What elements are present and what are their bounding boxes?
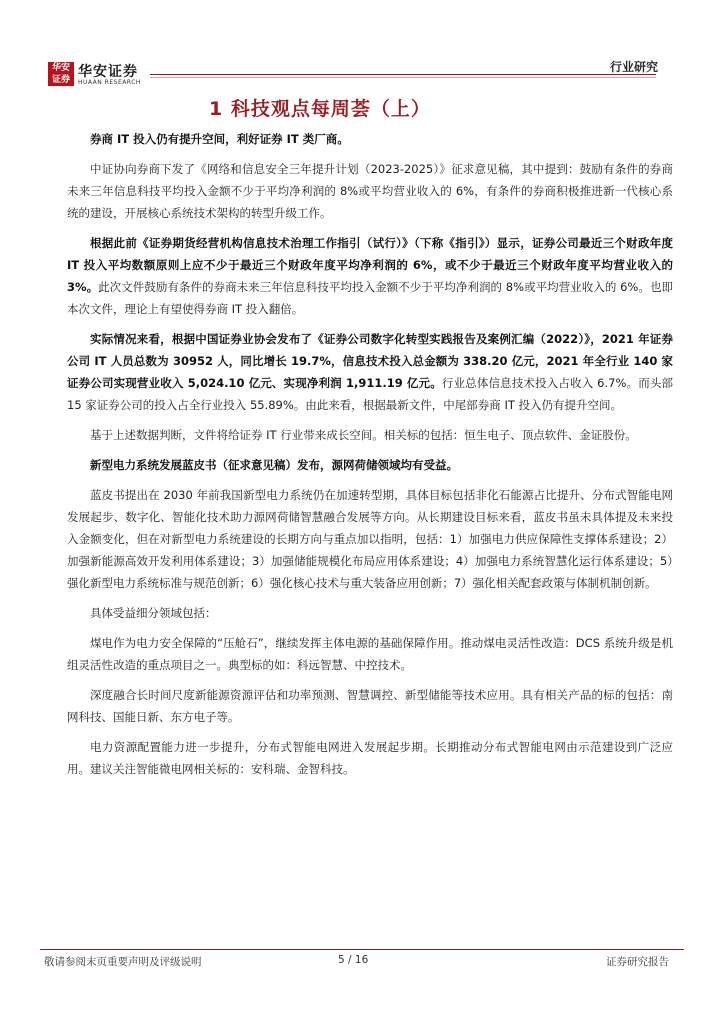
heading-broker-it: 券商 IT 投入仍有提升空间，利好证券 IT 类厂商。: [90, 132, 349, 146]
paragraph: 具体受益细分领域包括：: [90, 606, 217, 620]
paragraph-text: 此次文件鼓励有条件的券商未来三年信息科技平均投入金额不少于平均净利润的 8%或平均营业收入的 6%。也即本次文件，理论上有望使得券商 IT 投入翻倍。: [67, 280, 673, 316]
company-logo-icon: [48, 62, 74, 86]
paragraph: 煤电作为电力安全保障的“压舱石”，继续发挥主体电源的基础保障作用。推动煤电灵活性改造：DCS 系统升级是机组灵活性改造的重点项目之一。典型标的如：科远智慧、中控技术。: [67, 636, 673, 672]
paragraph: [67, 328, 673, 416]
brand-en: HUAAN RESEARCH: [78, 79, 141, 86]
paragraph: 电力资源配置能力进一步提升，分布式智能电网进入发展起步期。长期推动分布式智能电网由示范建设到广泛应用。建议关注智能微电网相关标的：安科瑞、金智科技。: [67, 740, 673, 776]
header-divider-secondary: [150, 77, 656, 78]
article-body: [67, 128, 673, 788]
paragraph: [67, 232, 673, 320]
paragraph: 深度融合长时间尺度新能源资源评估和功率预测、智慧调控、新型储能等技术应用。具有相关产品的标的包括：南网科技、国能日新、东方电子等。: [67, 688, 673, 724]
page-header: [0, 0, 724, 96]
section-label: 行业研究: [609, 60, 658, 74]
paragraph: 中证协向券商下发了《网络和信息安全三年提升计划（2023-2025）》征求意见稿，其中提到：鼓励有条件的券商未来三年信息科技平均投入金额不少于平均净利润的 8%或平均营业收入的 6%，有条件的券商积极推进新一代核心系统的建设，开展核心系统技术架构的转型升级工作。: [67, 162, 673, 220]
page-number: 5 / 16: [338, 954, 369, 966]
paragraph-bold: 根据此前《证券期货经营机构信息技术治理工作指引（试行）》（下称《指引》）显示，证券公司最近三个财政年度 IT 投入平均数额原则上应不少于最近三个财政年度平均净利润的 6%，或不少于最近三个财政年度平均营业收入的 3%。: [67, 236, 673, 294]
footer-report-type: 证券研究报告: [606, 956, 669, 968]
footer-disclaimer: 敬请参阅末页重要声明及评级说明: [44, 956, 202, 968]
paragraph: 基于上述数据判断，文件将给证券 IT 行业带来成长空间。相关标的包括：恒生电子、顶点软件、金证股份。: [90, 428, 637, 442]
logo-mark: 华安证券: [51, 63, 70, 85]
paragraph: 蓝皮书提出在 2030 年前我国新型电力系统仍在加速转型期，具体目标包括非化石能源占比提升、分布式智能电网发展起步、数字化、智能化技术助力源网荷储智慧融合发展等方向。从长期建设目标来看，蓝皮书虽未具体提及未来投入金额变化，但在对新型电力系统建设的长期方向与重点加以指明，包括：1）加强电力供应保障性支撑体系建设；2）加强新能源高效开发利用体系建设；3）加强储能规模化布局应用体系建设；4）加强电力系统智慧化运行体系建设；5）强化新型电力系统标准与规范创新；6）强化核心技术与重大装备应用创新；7）强化相关配套政策与体制机制创新。: [67, 488, 673, 590]
brand-name: 华安证券: [78, 64, 138, 80]
heading-power-system: 新型电力系统发展蓝皮书（征求意见稿）发布，源网荷储领域均有受益。: [90, 458, 458, 472]
paragraph-bold: 实际情况来看，根据中国证券业协会发布了《证券公司数字化转型实践报告及案例汇编（2022）》，2021 年证券公司 IT 人员总数为 30952 人，同比增长 19.7%，信息技术投入总金额为 338.20 亿元，2021 年全行业 140 家证券公司实现营业收入 5,024.10 亿元、实现净利润 1,911.19 亿元。: [67, 332, 673, 390]
header-divider: [150, 74, 656, 75]
page-title: 1 科技观点每周荟（上）: [209, 98, 431, 120]
paragraph-text: 行业总体信息技术投入占收入 6.7%。而头部 15 家证券公司的投入占全行业投入 55.89%。由此来看，根据最新文件，中尾部券商 IT 投入仍有提升空间。: [67, 376, 673, 412]
footer-divider: [40, 949, 684, 950]
